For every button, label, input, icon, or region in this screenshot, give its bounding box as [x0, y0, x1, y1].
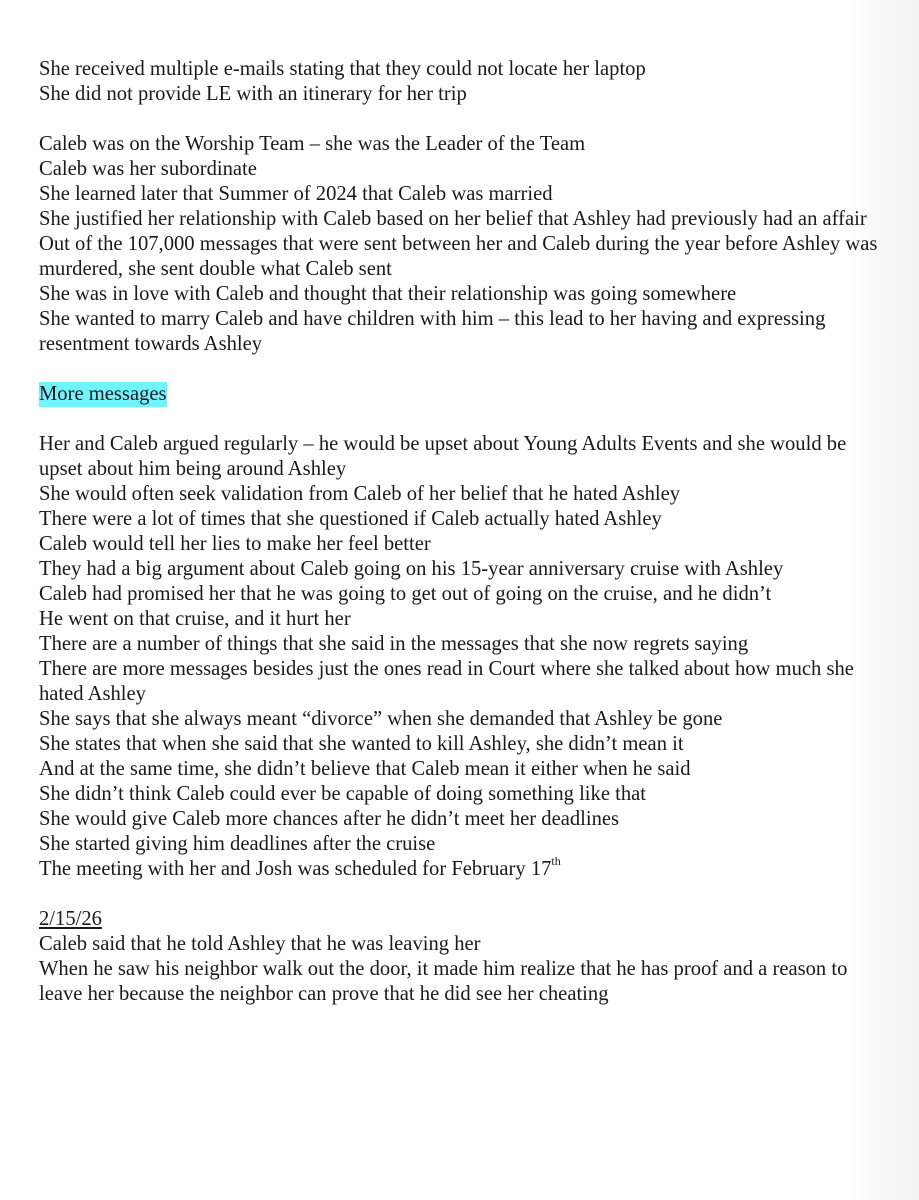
- text-line: She states that when she said that she wanted to kill Ashley, she didn’t mean it: [39, 733, 684, 755]
- paragraph-date-section: [39, 907, 889, 1007]
- text-line: Caleb was on the Worship Team – she was the Leader of the Team: [39, 133, 586, 155]
- text-line: She did not provide LE with an itinerary for her trip: [39, 83, 467, 105]
- text-line: She would often seek validation from Caleb of her belief that he hated Ashley: [39, 483, 681, 505]
- text-line: There were a lot of times that she questioned if Caleb actually hated Ashley: [39, 508, 662, 530]
- text-line: She didn’t think Caleb could ever be capable of doing something like that: [39, 783, 646, 805]
- text-line: When he saw his neighbor walk out the door, it made him realize that he has proof and a reason to leave her because the neighbor can prove that he did see her cheating: [39, 958, 848, 1005]
- text-line: She would give Caleb more chances after he didn’t meet her deadlines: [39, 808, 620, 830]
- meeting-text: The meeting with her and Josh was scheduled for February 17: [39, 858, 552, 880]
- text-line: They had a big argument about Caleb going on his 15-year anniversary cruise with Ashley: [39, 558, 784, 580]
- text-line: She started giving him deadlines after the cruise: [39, 833, 436, 855]
- text-line: She wanted to marry Caleb and have children with him – this lead to her having and expressing resentment towards Ashley: [39, 308, 826, 355]
- text-line: She learned later that Summer of 2024 that Caleb was married: [39, 183, 553, 205]
- highlighted-heading: More messages: [39, 383, 167, 405]
- text-line: She was in love with Caleb and thought that their relationship was going somewhere: [39, 283, 737, 305]
- text-line: Her and Caleb argued regularly – he would be upset about Young Adults Events and she would be upset about him being around Ashley: [39, 433, 847, 480]
- text-line: Caleb would tell her lies to make her feel better: [39, 533, 431, 555]
- highlight-heading-block: [39, 382, 889, 407]
- text-line: And at the same time, she didn’t believe that Caleb mean it either when he said: [39, 758, 691, 780]
- text-line: Out of the 107,000 messages that were sent between her and Caleb during the year before Ashley was murdered, she sent double what Caleb sent: [39, 233, 878, 280]
- date-heading: 2/15/26: [39, 908, 102, 930]
- ordinal-suffix: th: [551, 854, 561, 869]
- text-line: Caleb had promised her that he was going to get out of going on the cruise, and he didn’t: [39, 583, 772, 605]
- text-line: Caleb said that he told Ashley that he was leaving her: [39, 933, 481, 955]
- paragraph-laptop: [39, 57, 889, 107]
- paragraph-worship-team: [39, 132, 889, 357]
- text-line: He went on that cruise, and it hurt her: [39, 608, 351, 630]
- meeting-line: [39, 854, 889, 882]
- text-line: She justified her relationship with Caleb based on her belief that Ashley had previously had an affair: [39, 208, 867, 230]
- text-line: She says that she always meant “divorce” when she demanded that Ashley be gone: [39, 708, 723, 730]
- document-body: [39, 57, 889, 1032]
- text-line: There are a number of things that she said in the messages that she now regrets saying: [39, 633, 749, 655]
- text-line: She received multiple e-mails stating that they could not locate her laptop: [39, 58, 646, 80]
- paragraph-messages: [39, 432, 889, 882]
- text-line: There are more messages besides just the ones read in Court where she talked about how much she hated Ashley: [39, 658, 854, 705]
- text-line: Caleb was her subordinate: [39, 158, 257, 180]
